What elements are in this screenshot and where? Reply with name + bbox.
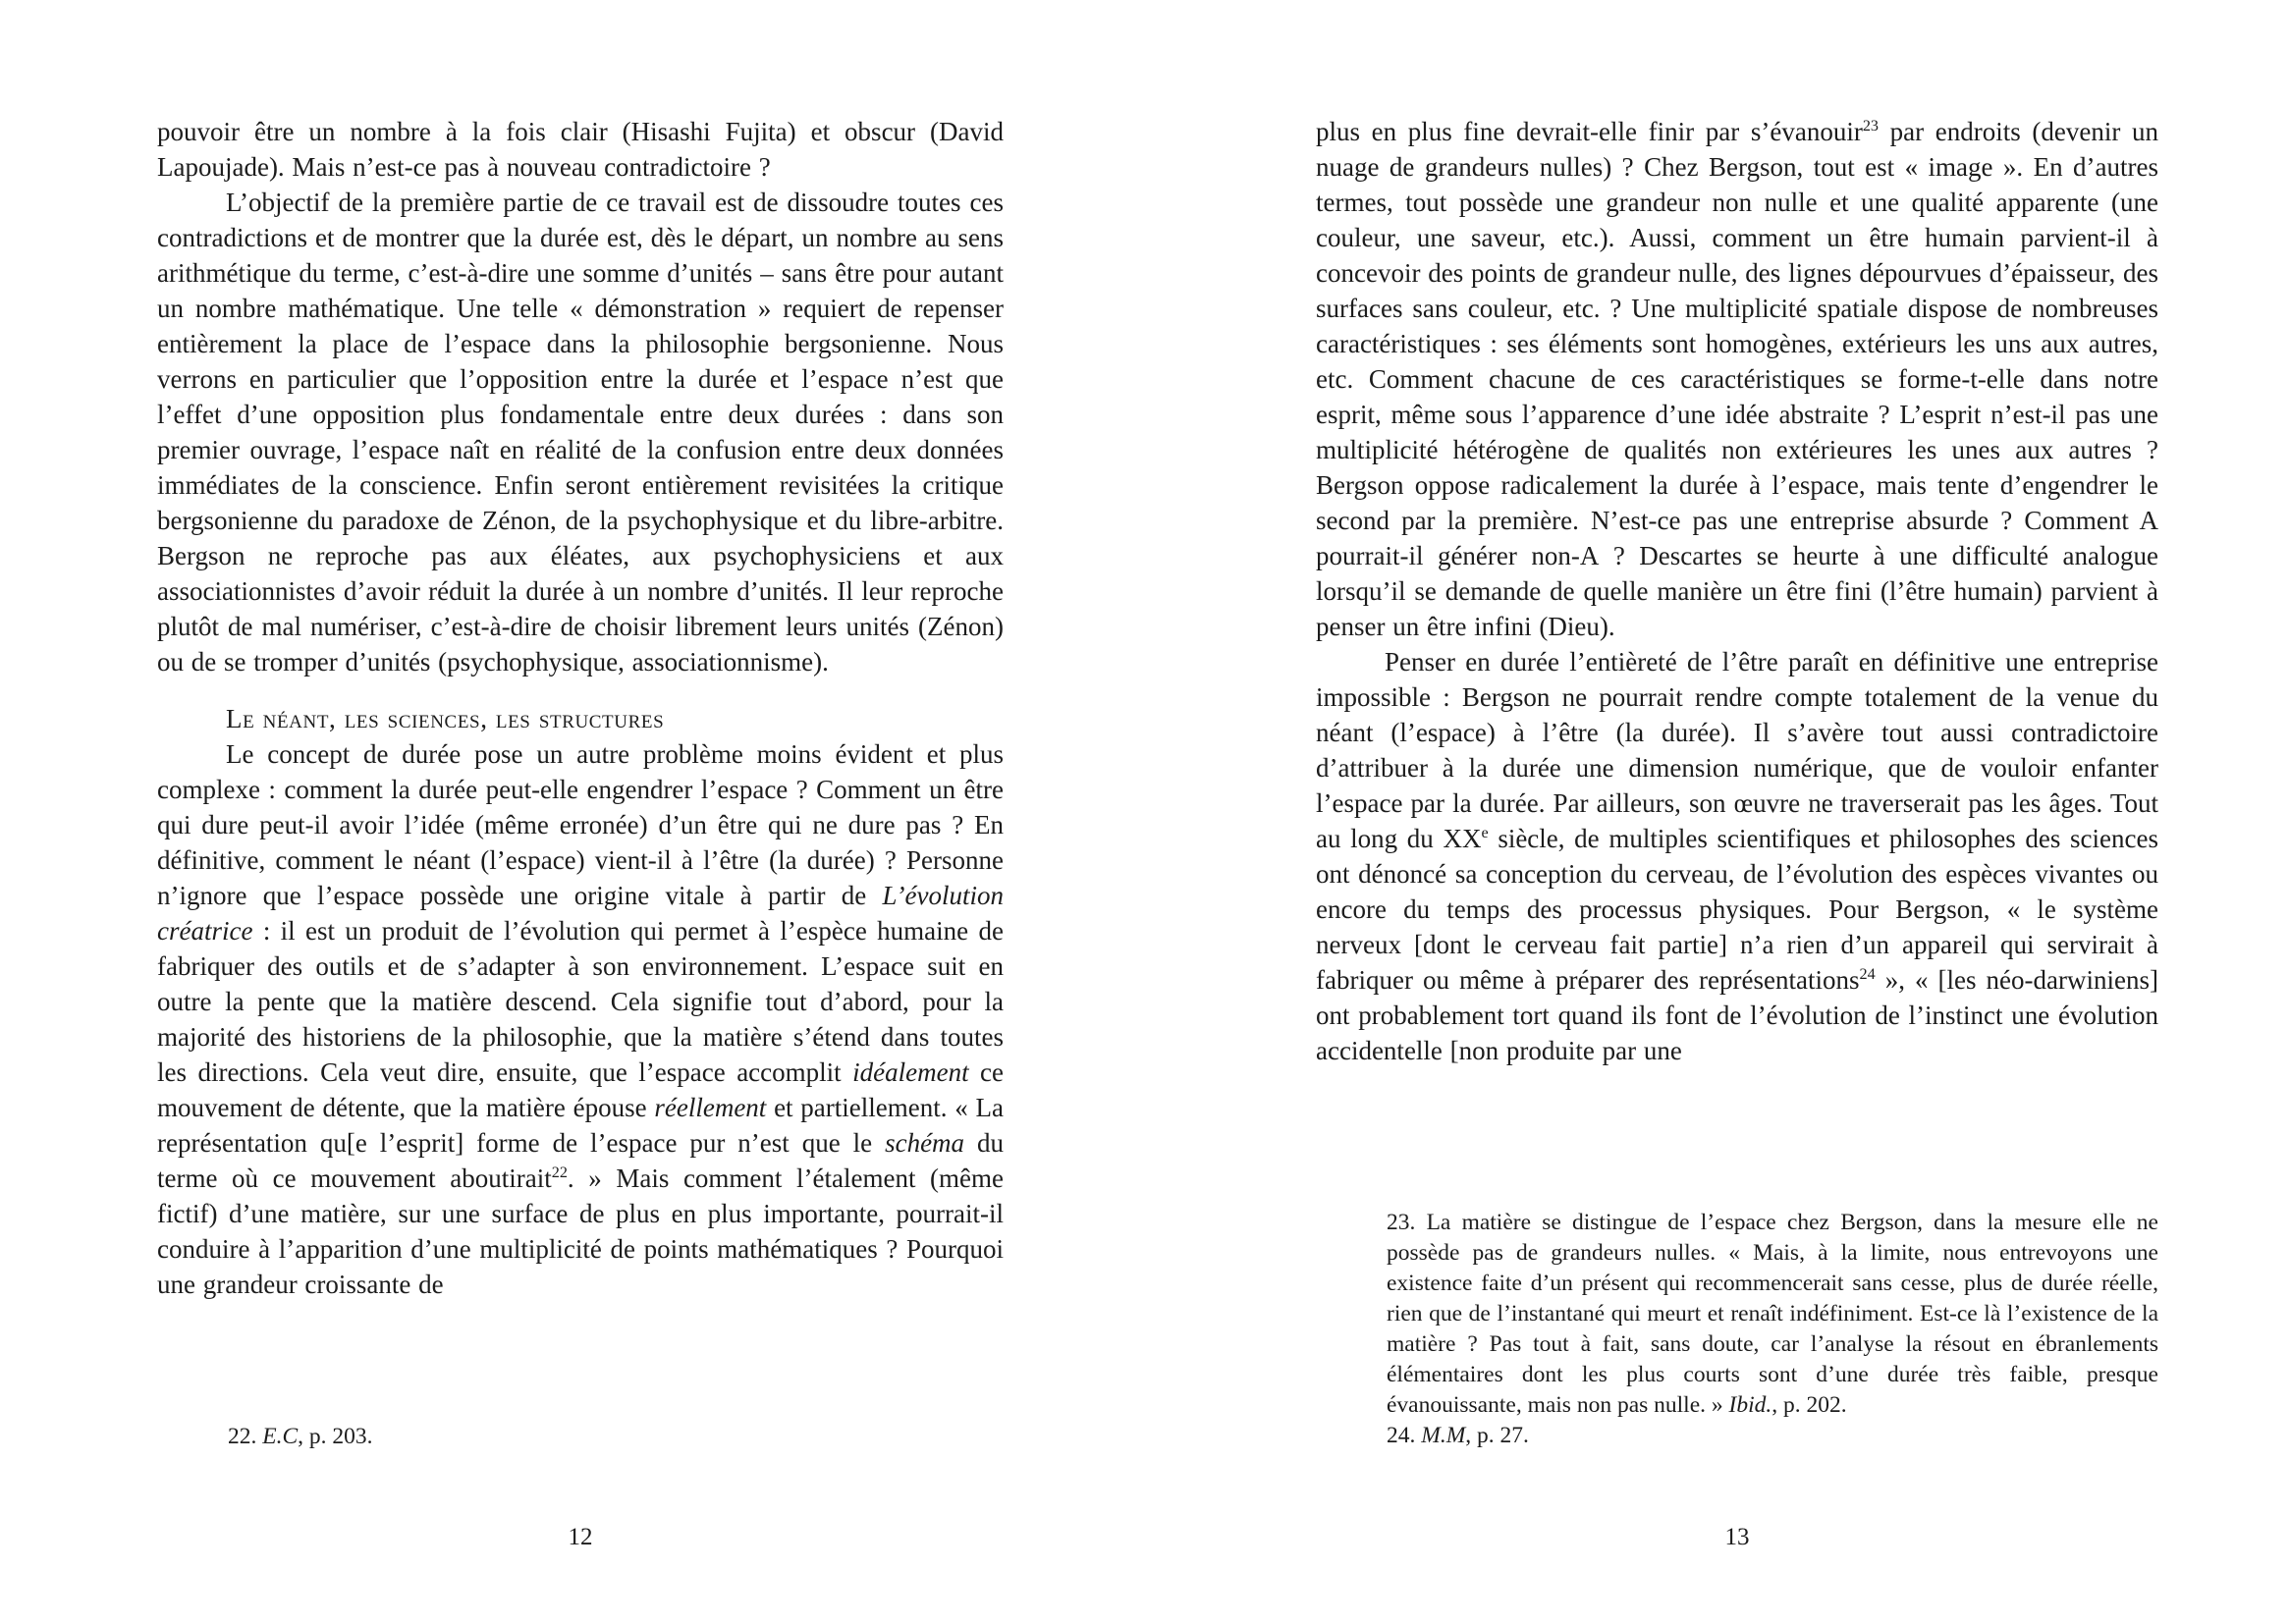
page-right-footnotes (1387, 1208, 2158, 1451)
footnote: 22. E.C, p. 203. (228, 1424, 373, 1449)
paragraph: pouvoir être un nombre à la fois clair (Hisashi Fujita) et obscur (David Lapoujade). Mais n’est-ce pas à nouveau contradictoire ? (157, 117, 1004, 182)
paragraph: plus en plus fine devrait-elle finir par s’évanouir$^{23}$ par endroits (devenir un nuage de grandeurs nulles) ? Chez Bergson, tout est « image ». En d’autres termes, tout possède une grandeur non nulle et une qualité apparente (une couleur, une saveur, etc.). Aussi, comment un être humain parvient-il à concevoir des points de grandeur nulle, des lignes dépourvues d’épaisseur, des surfaces sans couleur, etc. ? Une multiplicité spatiale dispose de nombreuses caractéristiques : ses éléments sont homogènes, extérieurs les uns aux autres, etc. Comment chacune de ces caractéristiques se forme-t-elle dans notre esprit, même sous l’apparence d’une idée abstraite ? L’esprit n’est-il pas une multiplicité hétérogène de qualités non extérieures les unes aux autres ? Bergson oppose radicalement la durée à l’espace, mais tente d’engendrer le second par la première. N’est-ce pas une entreprise absurde ? Comment A pourrait-il générer non-A ? Descartes se heurte à une difficulté analogue lorsqu’il se demande de quelle manière un être fini (l’être humain) parvient à penser un être infini (Dieu). (1316, 117, 2158, 641)
section-heading: Le néant, les sciences, les structures (226, 704, 665, 733)
page-right-body (1316, 114, 2158, 1068)
paragraph: Le concept de durée pose un autre problème moins évident et plus complexe : comment la durée peut-elle engendrer l’espace ? Comment un être qui dure peut-il avoir l’idée (même erronée) d’un être qui ne dure pas ? En définitive, comment le néant (l’espace) vient-il à l’être (la durée) ? Personne n’ignore que l’espace possède une origine vitale à partir de L’évolution créatrice : il est un produit de l’évolution qui permet à l’espèce humaine de fabriquer des outils et de s’adapter à son environnement. L’espace suit en outre la pente que la matière descend. Cela signifie tout d’abord, pour la majorité des historiens de la philosophie, que la matière s’étend dans toutes les directions. Cela veut dire, ensuite, que l’espace accomplit idéalement ce mouvement de détente, que la matière épouse réellement et partiellement. « La représentation qu[e l’esprit] forme de l’espace pur n’est que le schéma du terme où ce mouvement aboutirait$^{22}$. » Mais comment l’étalement (même fictif) d’une matière, sur une surface de plus en plus importante, pourrait-il conduire à l’apparition d’une multiplicité de points mathématiques ? Pourquoi une grandeur croissante de (157, 739, 1005, 1299)
paragraph: Penser en durée l’entièreté de l’être paraît en définitive une entreprise impossible : Bergson ne pourrait rendre compte totalement de la venue du néant (l’espace) à l’être (la durée). Il s’avère tout aussi contradictoire d’attribuer à la durée une dimension numérique, que de vouloir enfanter l’espace par la durée. Par ailleurs, son œuvre ne traverserait pas les âges. Tout au long du XXe siècle, de multiples scientifiques et philosophes des sciences ont dénoncé sa conception du cerveau, de l’évolution des espèces vivantes ou encore du temps des processus physiques. Pour Bergson, « le système nerveux [dont le cerveau fait partie] n’a rien d’un appareil qui servirait à fabriquer ou même à préparer des représentations$^{24}$ », « [les néo-darwiniens] ont probablement tort quand ils font de l’évolution de l’instinct une évolution accidentelle [non produite par une (1316, 647, 2159, 1065)
page-number-left: 12 (568, 1524, 593, 1550)
page-left-body (157, 114, 1004, 1302)
page-right (1316, 0, 2158, 1624)
footnote: 23. La matière se distingue de l’espace chez Bergson, dans la mesure elle ne possède pas de grandeurs nulles. « Mais, à la limite, nous entrevoyons une existence faite d’un présent qui recommencerait sans cesse, plus de durée réelle, rien que de l’instantané qui meurt et renaît indéfiniment. Est-ce là l’existence de la matière ? Pas tout à fait, sans doute, car l’analyse la résout en ébranlements élémentaires dont les plus courts sont d’une durée très faible, presque évanouissante, mais non pas nulle. » Ibid., p. 202. (1387, 1210, 2158, 1418)
page-number-right: 13 (1724, 1524, 1750, 1550)
paragraph: L’objectif de la première partie de ce travail est de dissoudre toutes ces contradictions et de montrer que la durée est, dès le départ, un nombre au sens arithmétique du terme, c’est-à-dire une somme d’unités – sans être pour autant un nombre mathématique. Une telle « démonstration » requiert de repenser entièrement la place de l’espace dans la philosophie bergsonienne. Nous verrons en particulier que l’opposition entre la durée et l’espace n’est que l’effet d’une opposition plus fondamentale entre deux durées : dans son premier ouvrage, l’espace naît en réalité de la confusion entre deux données immédiates de la conscience. Enfin seront entièrement revisitées la critique bergsonienne du paradoxe de Zénon, de la psychophysique et du libre-arbitre. Bergson ne reproche pas aux éléates, aux psychophysiciens et aux associationnistes d’avoir réduit la durée à un nombre d’unités. Il leur reproche plutôt de mal numériser, c’est-à-dire de choisir librement leurs unités (Zénon) ou de se tromper d’unités (psychophysique, associationnisme). (157, 188, 1004, 677)
page-left (157, 0, 1004, 1624)
footnote: 24. M.M, p. 27. (1387, 1423, 1529, 1448)
page-left-footnotes (228, 1422, 1004, 1452)
